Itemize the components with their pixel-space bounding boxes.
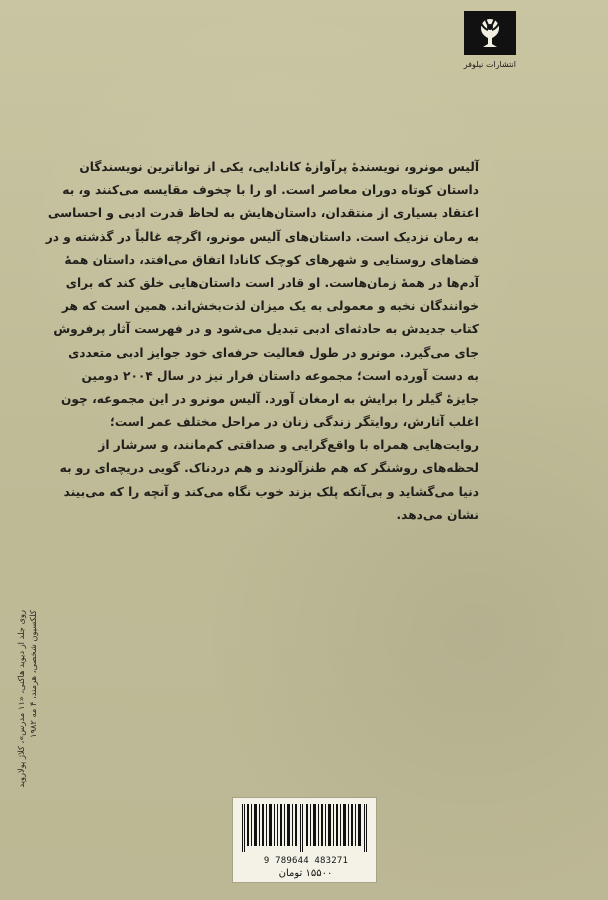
blurb-line: اغلب آثارش، روایتگر زندگی زنان در مراحل مختلف عمر است؛ [109, 415, 479, 430]
cover-art-credit-line: روی جلد از دیوید هاکنی، «۱۱ مدرس»، کلاژ پولاروید [16, 610, 26, 788]
barcode-icon [240, 804, 371, 852]
niloufar-publisher-logo-icon [464, 11, 516, 55]
blurb-line: جای می‌گیرد. مونرو در طول فعالیت حرفه‌ای خود جوایز ادبی متعددی [68, 345, 479, 360]
blurb-line: خوانندگان نخبه و معمولی به یک میزان لذت‌بخش‌اند. همین است که هر [61, 299, 479, 314]
isbn-number: 9 789644 483271 [263, 856, 349, 866]
blurb-line: کتاب جدیدش به حادثه‌ای ادبی تبدیل می‌شود و در فهرست آثار پرفروش [53, 322, 479, 337]
blurb-line: به دست آورده است؛ مجموعه داستان فرار نیز در سال ۲۰۰۴ دومین [81, 368, 479, 383]
blurb-line: جایزهٔ گیلر را برایش به ارمغان آورد. آلیس مونرو در این مجموعه، چون [61, 391, 479, 406]
blurb-line: آلیس مونرو، نویسندهٔ پرآوازهٔ کانادایی، یکی از تواناترین نویسندگان [79, 160, 479, 174]
collection-credit-line: کلکسیون شخصی، هرمند، ۴ مه ۱۹۸۲ [28, 610, 38, 738]
back-cover-blurb [45, 156, 479, 527]
publisher-block [464, 11, 516, 70]
cover-art-credits [16, 610, 46, 896]
blurb-line: نشان می‌دهد. [396, 507, 479, 522]
blurb-line: لحظه‌های روشنگر که هم طنزآلودند و هم دردناک. گویی دریچه‌ای رو به [59, 461, 479, 476]
blurb-line: به رمان نزدیک است. داستان‌های آلیس مونرو، اگرچه غالباً در گذشته و در [45, 229, 479, 244]
blurb-line: روایت‌هایی همراه با واقع‌گرایی و صداقتی کم‌مانند، و سرشار از [98, 438, 479, 453]
blurb-line: آدم‌ها در همهٔ زمان‌هاست. او قادر است داستان‌هایی خلق کند که برای [65, 275, 479, 290]
blurb-line: دنیا می‌گشاید و بی‌آنکه پلک بزند خوب نگاه می‌کند و آنچه را که می‌بیند [63, 484, 479, 499]
isbn-barcode-block [232, 797, 377, 883]
price: ۱۵۵۰۰ تومان [278, 868, 333, 879]
publisher-name: انتشارات نیلوفر [463, 60, 516, 69]
blurb-line: داستان کوتاه دوران معاصر است. او را با چخوف مقایسه می‌کنند و، به [62, 183, 479, 198]
blurb-line: فضاهای روستایی و شهرهای کوچک کانادا اتفاق می‌افتد، داستان همهٔ [64, 252, 479, 267]
blurb-line: اعتقاد بسیاری از منتقدان، داستان‌هایش به لحاظ قدرت ادبی و احساسی [47, 206, 479, 221]
